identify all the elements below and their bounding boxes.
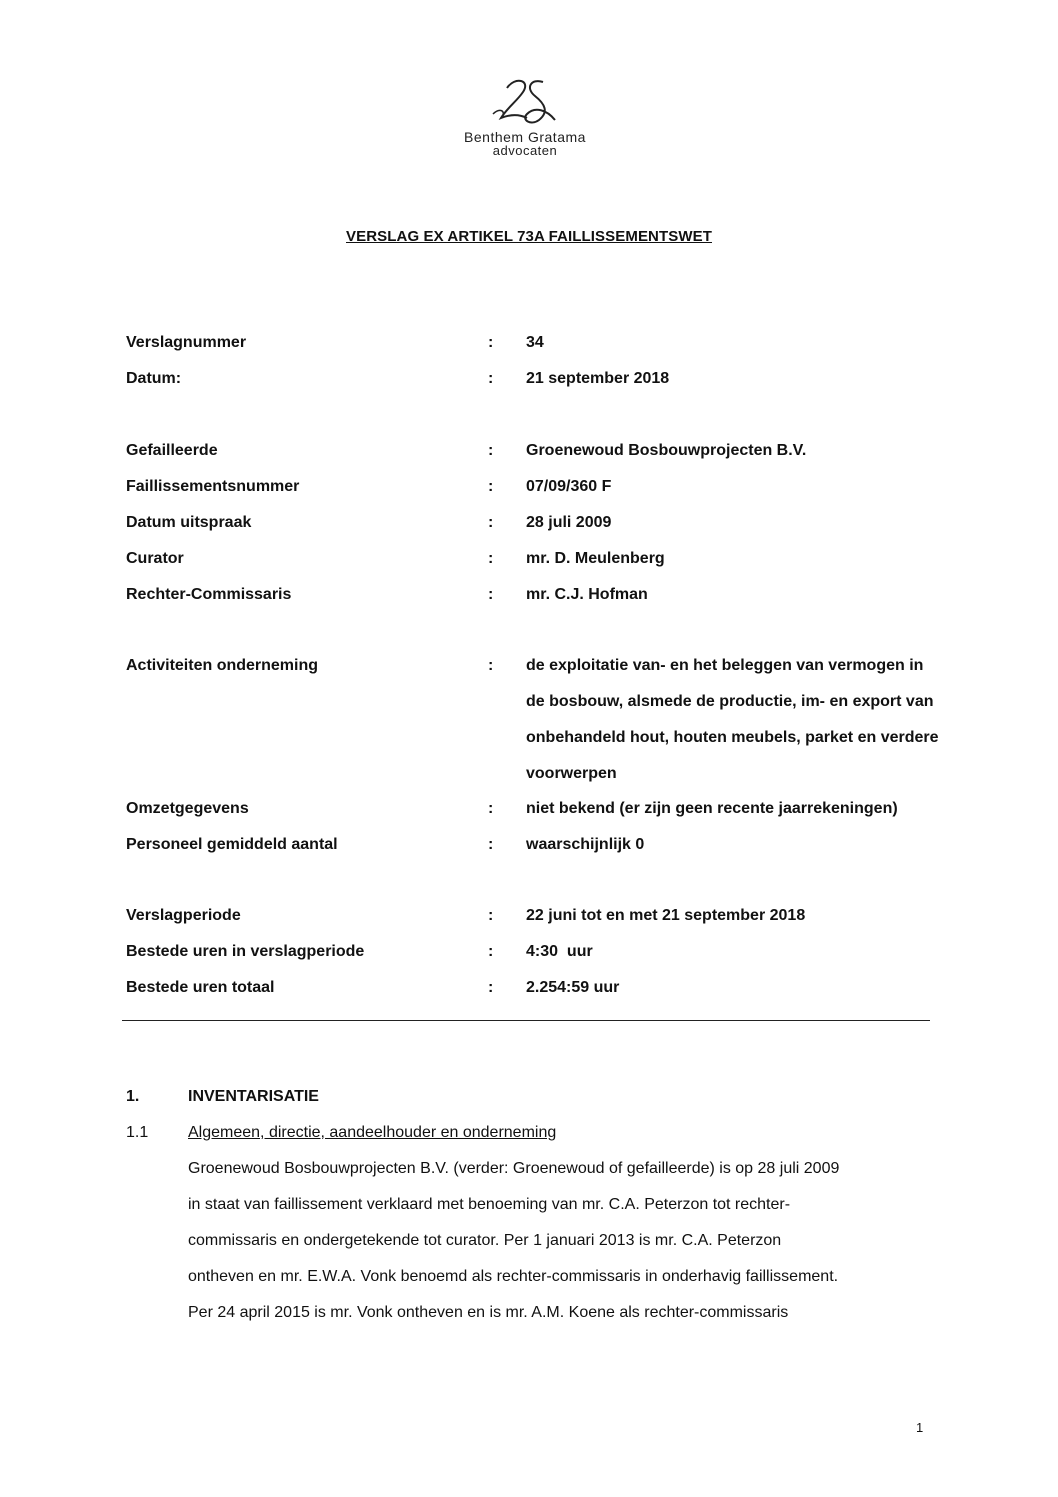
paragraph-line: commissaris en ondergetekende tot curator. Per 1 januari 2013 is mr. C.A. Peterzon bbox=[188, 1232, 782, 1249]
field-colon: : bbox=[488, 550, 494, 567]
subsection-title: Algemeen, directie, aandeelhouder en onderneming bbox=[188, 1124, 557, 1141]
field-label: Verslagperiode bbox=[126, 907, 241, 924]
field-colon: : bbox=[488, 370, 494, 387]
field-label: Bestede uren in verslagperiode bbox=[126, 943, 365, 960]
field-colon: : bbox=[488, 657, 494, 674]
field-label: Verslagnummer bbox=[126, 334, 247, 351]
field-label: Bestede uren totaal bbox=[126, 979, 275, 996]
field-colon: : bbox=[488, 979, 494, 996]
field-colon: : bbox=[488, 836, 494, 853]
field-value: waarschijnlijk 0 bbox=[526, 836, 645, 853]
field-label: Faillissementsnummer bbox=[126, 478, 300, 495]
field-value: 4:30 uur bbox=[526, 943, 593, 960]
field-label: Rechter-Commissaris bbox=[126, 586, 292, 603]
field-colon: : bbox=[488, 514, 494, 531]
field-value: 07/09/360 F bbox=[526, 478, 612, 495]
field-label: Curator bbox=[126, 550, 184, 567]
field-value: 2.254:59 uur bbox=[526, 979, 620, 996]
field-colon: : bbox=[488, 907, 494, 924]
section-number: 1. bbox=[126, 1088, 140, 1105]
field-label: Activiteiten onderneming bbox=[126, 657, 319, 674]
body-paragraph bbox=[188, 1158, 948, 1338]
field-colon: : bbox=[488, 478, 494, 495]
field-label: Gefailleerde bbox=[126, 442, 218, 459]
field-colon: : bbox=[488, 800, 494, 817]
logo-subtitle: advocaten bbox=[492, 143, 558, 158]
field-colon: : bbox=[488, 943, 494, 960]
paragraph-line: ontheven en mr. E.W.A. Vonk benoemd als rechter-commissaris in onderhavig faillissement. bbox=[188, 1268, 839, 1285]
section-divider bbox=[122, 1020, 930, 1021]
field-label: Datum: bbox=[126, 370, 182, 387]
page-number: 1 bbox=[916, 1420, 924, 1435]
field-colon: : bbox=[488, 442, 494, 459]
paragraph-line: Groenewoud Bosbouwprojecten B.V. (verder: Groenewoud of gefailleerde) is op 28 juli 2009 bbox=[188, 1160, 840, 1177]
logo-name: Benthem Gratama bbox=[464, 129, 586, 145]
field-value: Groenewoud Bosbouwprojecten B.V. bbox=[526, 442, 807, 459]
field-value: mr. D. Meulenberg bbox=[526, 550, 665, 567]
paragraph-line: Per 24 april 2015 is mr. Vonk ontheven en is mr. A.M. Koene als rechter-commissaris bbox=[188, 1304, 789, 1321]
field-value: mr. C.J. Hofman bbox=[526, 586, 648, 603]
field-value: niet bekend (er zijn geen recente jaarrekeningen) bbox=[526, 800, 898, 817]
document-title: VERSLAG EX ARTIKEL 73A FAILLISSEMENTSWET bbox=[346, 228, 712, 245]
field-value: 34 bbox=[526, 334, 544, 351]
field-colon: : bbox=[488, 334, 494, 351]
field-label: Datum uitspraak bbox=[126, 514, 252, 531]
subsection-number: 1.1 bbox=[126, 1124, 149, 1141]
field-value: 22 juni tot en met 21 september 2018 bbox=[526, 907, 806, 924]
firm-logo bbox=[440, 74, 610, 157]
field-value: de exploitatie van- en het beleggen van vermogen in de bosbouw, alsmede de productie, im- en export van onbehandeld hout, houten meubels, parket en verdere voorwerpen bbox=[526, 657, 939, 782]
field-label: Personeel gemiddeld aantal bbox=[126, 836, 338, 853]
section-title: INVENTARISATIE bbox=[188, 1088, 319, 1105]
field-value: 28 juli 2009 bbox=[526, 514, 612, 531]
field-label: Omzetgegevens bbox=[126, 800, 249, 817]
paragraph-line: in staat van faillissement verklaard met benoeming van mr. C.A. Peterzon tot rechter- bbox=[188, 1196, 791, 1213]
field-colon: : bbox=[488, 586, 494, 603]
field-value: 21 september 2018 bbox=[526, 370, 670, 387]
logo-monogram-icon bbox=[485, 74, 565, 128]
